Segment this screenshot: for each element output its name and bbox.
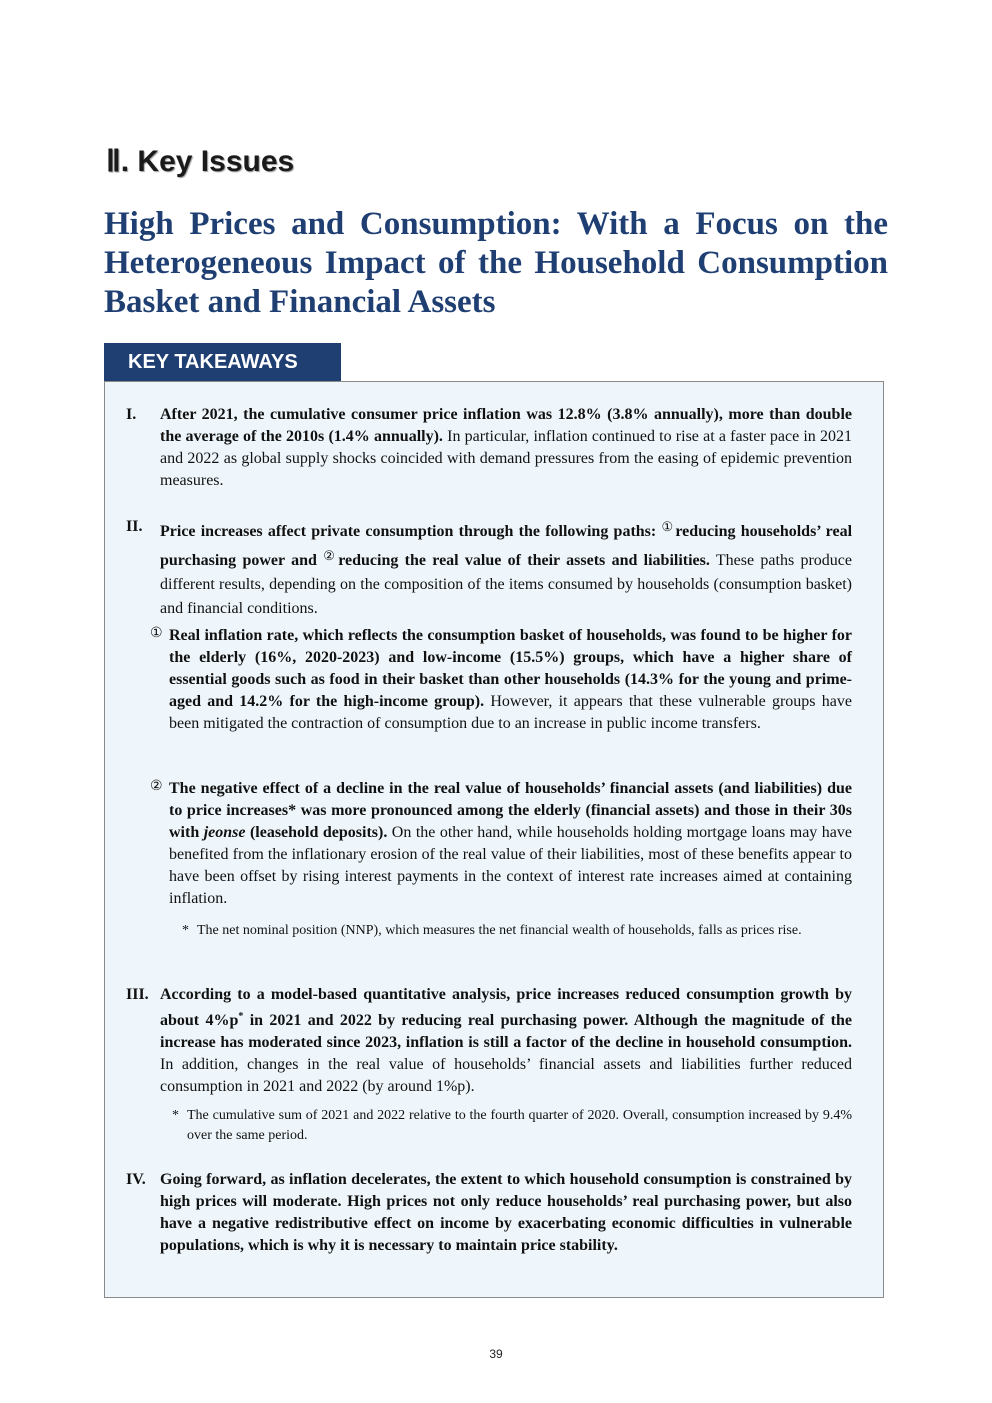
- circled-two-marker: ②: [323, 548, 338, 563]
- footnote-reference: *: [238, 1011, 244, 1022]
- subitem-bold-text: (leasehold deposits).: [245, 824, 388, 841]
- takeaway-item-1: [126, 404, 852, 492]
- item-text: In addition, changes in the real value of households’ financial assets and liabilities further reduced consumption in 2021 and 2022 (by around 1%p).: [160, 1056, 852, 1095]
- footnote-cumulative: [172, 1106, 852, 1146]
- key-takeaways-tab: KEY TAKEAWAYS: [104, 343, 341, 381]
- subitem-bold-text: The negative effect of a decline in the real value of households’ financial assets (and liabilities) due to price increases* was more pronounced among the elderly (financial assets) and those in their 30s with: [169, 780, 852, 841]
- footnote-text: The net nominal position (NNP), which measures the net financial wealth of households, falls as prices rise.: [197, 923, 802, 938]
- footnote-asterisk: *: [172, 1108, 179, 1123]
- page-number: 39: [489, 1347, 503, 1361]
- takeaway-item-2: [126, 515, 852, 621]
- item-bold-text: Going forward, as inflation decelerates, the extent to which household consumption is constrained by high prices will moderate. High prices not only reduce households’ real purchasing power, but also have a negative redistributive effect on income by exacerbating economic difficulties in vulnerable populations, which is why it is necessary to maintain price stability.: [160, 1171, 852, 1254]
- takeaway-subitem-1: [150, 625, 852, 735]
- item-text: These paths produce different results, depending on the composition of the items consumed by households (consumption basket) and financial conditions.: [160, 552, 852, 617]
- item-bold-text: in 2021 and 2022 by reducing real purchasing power. Although the magnitude of the increase has moderated since 2023, inflation is still a factor of the decline in household consumption.: [160, 1012, 852, 1051]
- footnote-text: The cumulative sum of 2021 and 2022 relative to the fourth quarter of 2020. Overall, consumption increased by 9.4% over the same period.: [187, 1108, 852, 1143]
- circled-one-marker: ①: [150, 626, 163, 641]
- takeaway-item-3: [126, 984, 852, 1098]
- circled-two-marker: ②: [150, 779, 163, 794]
- item-number: IV.: [126, 1171, 146, 1188]
- footnote-asterisk: *: [182, 923, 189, 938]
- item-bold-text: Price increases affect private consumption through the following paths:: [160, 523, 662, 540]
- item-number: III.: [126, 986, 149, 1003]
- section-heading: Ⅱ. Key Issues: [106, 145, 295, 178]
- takeaway-subitem-2: [150, 778, 852, 910]
- page-title: High Prices and Consumption: With a Focus on the Heterogeneous Impact of the Household Consumption Basket and Financial Assets: [104, 206, 888, 320]
- item-text: In particular, inflation continued to rise at a faster pace in 2021 and 2022 as global supply shocks coincided with demand pressures from the easing of epidemic prevention measures.: [160, 428, 853, 489]
- item-number: I.: [126, 406, 137, 423]
- item-number: II.: [126, 518, 143, 535]
- subitem-bold-text: Real inflation rate, which reflects the consumption basket of households, was found to be higher for the elderly (16%, 2020-2023) and low-income (15.5%) groups, which have a higher share of essential goods such as food in their basket than other households (14.3% for the young and prime-aged and 14.2% for the high-income group).: [169, 627, 852, 710]
- subitem-text: However, it appears that these vulnerable groups have been mitigated the contraction of consumption due to an increase in public income transfers.: [169, 693, 852, 732]
- takeaway-item-4: [126, 1169, 852, 1257]
- item-bold-text: According to a model-based quantitative analysis, price increases reduced consumption growth by about 4%p: [160, 986, 852, 1029]
- circled-one-marker: ①: [661, 519, 675, 534]
- jeonse-term: jeonse: [203, 824, 246, 841]
- footnote-nnp: [182, 921, 852, 941]
- item-bold-text: reducing households’ real purchasing power and: [160, 523, 853, 569]
- subitem-text: On the other hand, while households holding mortgage loans may have benefited from the inflationary erosion of the real value of their liabilities, most of these benefits appear to have been offset by rising interest payments in the context of interest rate increases aimed at containing inflation.: [169, 824, 852, 907]
- item-bold-text: After 2021, the cumulative consumer price inflation was 12.8% (3.8% annually), more than double the average of the 2010s (1.4% annually).: [160, 406, 852, 445]
- item-bold-text: reducing the real value of their assets and liabilities.: [338, 552, 710, 569]
